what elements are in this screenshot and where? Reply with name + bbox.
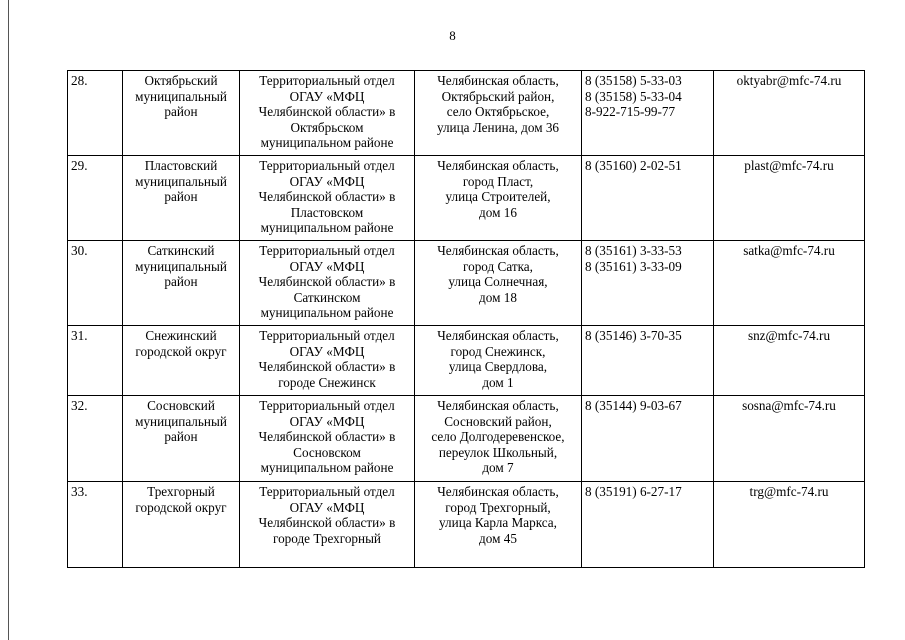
email-cell: plast@mfc-74.ru [714, 156, 865, 241]
row-number: 32. [68, 396, 123, 482]
office-cell-line: Челябинской области» в [258, 274, 396, 290]
office-cell-line: Саткинском [293, 289, 361, 305]
office-cell-line: Территориальный отдел [259, 158, 395, 173]
address-cell-line: город Сатка, [463, 258, 533, 274]
district-cell-line: район [164, 429, 198, 445]
address-cell [415, 482, 582, 568]
table-body [68, 71, 865, 568]
district-cell-line: район [164, 189, 198, 205]
address-cell-line: улица Карла Маркса, [439, 515, 557, 531]
office-cell-line: Территориальный отдел [259, 398, 395, 413]
address-cell-line: село Долгодеревенское, [431, 429, 565, 445]
office-cell-line: Челябинской области» в [258, 104, 396, 120]
phone-cell-line: 8 (35158) 5-33-04 [585, 88, 682, 104]
office-cell-line: ОГАУ «МФЦ [289, 258, 365, 274]
office-cell-line: ОГАУ «МФЦ [289, 343, 365, 359]
table-row [68, 241, 865, 326]
address-cell-line: город Пласт, [462, 173, 534, 189]
table-row [68, 71, 865, 156]
office-cell-line: Челябинской области» в [258, 189, 396, 205]
office-cell-line: муниципальном районе [260, 220, 394, 236]
office-cell-line: Пластовском [290, 204, 364, 220]
phone-cell [582, 326, 714, 396]
row-number: 30. [68, 241, 123, 326]
office-cell-line: Сосновском [293, 444, 361, 460]
address-cell [415, 71, 582, 156]
district-cell-line: Трехгорный [147, 484, 215, 499]
district-cell [123, 71, 240, 156]
address-cell [415, 156, 582, 241]
table-row [68, 156, 865, 241]
address-cell-line: улица Солнечная, [448, 274, 548, 290]
address-cell-line: дом 18 [479, 289, 517, 305]
phone-cell [582, 241, 714, 326]
office-cell-line: ОГАУ «МФЦ [289, 88, 365, 104]
address-cell-line: переулок Школьный, [438, 444, 558, 460]
office-cell-line: муниципальном районе [260, 305, 394, 321]
office-cell-line: ОГАУ «МФЦ [289, 413, 365, 429]
office-cell-line: Территориальный отдел [259, 484, 395, 499]
table-row [68, 326, 865, 396]
page-edge-line [8, 0, 9, 640]
address-cell-line: Челябинская область, [437, 484, 559, 499]
office-cell-line: Челябинской области» в [258, 359, 396, 375]
address-cell-line: дом 45 [479, 530, 517, 546]
address-cell-line: Сосновский район, [444, 413, 552, 429]
phone-cell [582, 396, 714, 482]
office-cell-line: городе Снежинск [278, 374, 376, 390]
district-cell-line: Саткинский [147, 243, 215, 258]
email-cell: oktyabr@mfc-74.ru [714, 71, 865, 156]
office-cell-line: муниципальном районе [260, 135, 394, 151]
address-cell-line: улица Свердлова, [448, 359, 548, 375]
row-number: 28. [68, 71, 123, 156]
office-cell-line: Челябинской области» в [258, 515, 396, 531]
address-cell-line: Челябинская область, [437, 73, 559, 88]
district-cell-line: район [164, 104, 198, 120]
office-cell-line: муниципальном районе [260, 460, 394, 476]
phone-cell-line: 8-922-715-99-77 [585, 104, 676, 120]
email-cell: satka@mfc-74.ru [714, 241, 865, 326]
district-cell [123, 156, 240, 241]
address-cell-line: Октябрьский район, [441, 88, 555, 104]
phone-cell-line: 8 (35146) 3-70-35 [585, 328, 682, 343]
office-cell-line: Территориальный отдел [259, 243, 395, 258]
district-cell-line: Сосновский [147, 398, 215, 413]
phone-cell-line: 8 (35191) 6-27-17 [585, 484, 682, 499]
office-cell-line: Октябрьском [290, 119, 364, 135]
district-cell-line: муниципальный [135, 173, 227, 189]
address-cell-line: Челябинская область, [437, 243, 559, 258]
district-cell-line: Снежинский [145, 328, 217, 343]
phone-cell-line: 8 (35161) 3-33-53 [585, 243, 682, 258]
phone-cell [582, 156, 714, 241]
office-cell [240, 156, 415, 241]
address-cell [415, 241, 582, 326]
district-cell-line: район [164, 274, 198, 290]
address-cell-line: дом 7 [482, 460, 514, 476]
address-cell-line: Челябинская область, [437, 158, 559, 173]
district-cell-line: городской округ [135, 499, 227, 515]
office-cell [240, 71, 415, 156]
address-cell-line: Челябинская область, [437, 328, 559, 343]
district-cell-line: муниципальный [135, 258, 227, 274]
office-cell-line: Челябинской области» в [258, 429, 396, 445]
district-cell-line: Октябрьский [144, 73, 218, 88]
phone-cell [582, 482, 714, 568]
address-cell-line: дом 1 [482, 374, 514, 390]
phone-cell-line: 8 (35161) 3-33-09 [585, 258, 682, 274]
office-cell-line: городе Трехгорный [272, 530, 381, 546]
phone-cell-line: 8 (35160) 2-02-51 [585, 158, 682, 173]
office-cell-line: ОГАУ «МФЦ [289, 173, 365, 189]
address-cell [415, 396, 582, 482]
office-cell [240, 482, 415, 568]
row-number: 33. [68, 482, 123, 568]
table-row [68, 396, 865, 482]
address-cell-line: улица Ленина, дом 36 [436, 119, 560, 135]
address-cell-line: Челябинская область, [437, 398, 559, 413]
row-number: 29. [68, 156, 123, 241]
address-cell-line: дом 16 [479, 204, 517, 220]
district-cell-line: муниципальный [135, 88, 227, 104]
office-cell [240, 326, 415, 396]
phone-cell-line: 8 (35158) 5-33-03 [585, 73, 682, 88]
district-cell [123, 396, 240, 482]
email-cell: snz@mfc-74.ru [714, 326, 865, 396]
district-cell [123, 241, 240, 326]
address-cell-line: город Трехгорный, [445, 499, 551, 515]
email-cell: trg@mfc-74.ru [714, 482, 865, 568]
phone-cell-line: 8 (35144) 9-03-67 [585, 398, 682, 413]
address-cell-line: город Снежинск, [450, 343, 546, 359]
district-cell [123, 482, 240, 568]
address-cell-line: село Октябрьское, [446, 104, 550, 120]
email-cell: sosna@mfc-74.ru [714, 396, 865, 482]
office-cell-line: Территориальный отдел [259, 328, 395, 343]
address-cell [415, 326, 582, 396]
phone-cell [582, 71, 714, 156]
district-cell-line: городской округ [135, 343, 227, 359]
district-cell-line: муниципальный [135, 413, 227, 429]
office-cell-line: ОГАУ «МФЦ [289, 499, 365, 515]
office-cell-line: Территориальный отдел [259, 73, 395, 88]
district-cell [123, 326, 240, 396]
district-cell-line: Пластовский [144, 158, 218, 173]
table-row [68, 482, 865, 568]
office-cell [240, 396, 415, 482]
row-number: 31. [68, 326, 123, 396]
office-cell [240, 241, 415, 326]
address-cell-line: улица Строителей, [445, 189, 551, 205]
page-number: 8 [449, 28, 456, 43]
mfc-offices-table [67, 70, 865, 568]
